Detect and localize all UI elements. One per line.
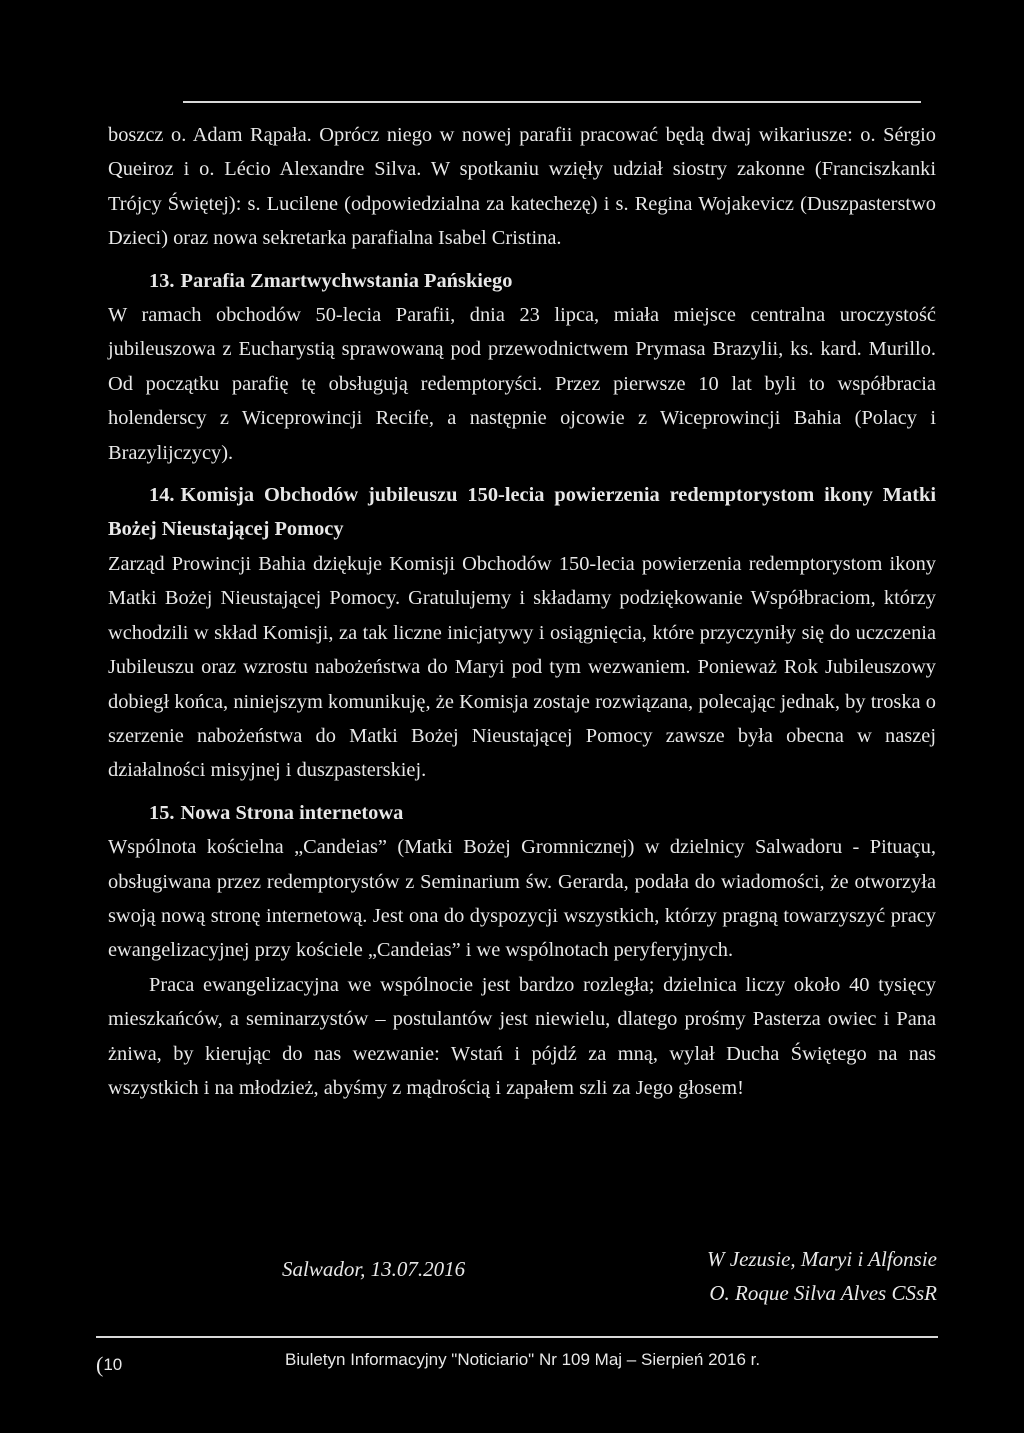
signature-closing: W Jezusie, Maryi i Alfonsie bbox=[707, 1247, 937, 1271]
section-number: 15. bbox=[149, 801, 175, 824]
signature-place-date: Salwador, 13.07.2016 bbox=[282, 1257, 466, 1281]
section-number: 14. bbox=[149, 484, 175, 507]
section-title: Nowa Strona internetowa bbox=[180, 801, 404, 824]
page-number-value: 10 bbox=[103, 1355, 123, 1374]
page-footer bbox=[96, 1348, 938, 1378]
paragraph-section-14: Zarząd Prowincji Bahia dziękuje Komisji Obchodów 150-lecia powierzenia redemptorystom ikony Matki Bożej Nieustającej Pomocy. Gratulujemy i składamy podziękowanie Współbraciom, którzy wchodzili w skład Komisji, za tak liczne inicjatywy i osiągnięcia, które przyczyniły się do uczczenia Jubileuszu oraz wzrostu nabożeństwa do Maryi pod tym wezwaniem. Ponieważ Rok Jubileuszowy dobiegł końca, niniejszym komunikuję, że Komisja zostaje rozwiązana, polecając jednak, by troska o szerzenie nabożeństwa do Matki Bożej Nieustającej Pomocy zawsze była obecna w naszej działalności misyjnej i duszpasterskiej. bbox=[108, 552, 936, 782]
section-title: Komisja Obchodów jubileuszu 150-lecia powierzenia redemptorystom ikony Matki Bożej Nieustającej Pomocy bbox=[108, 484, 936, 541]
paragraph-intro: boszcz o. Adam Rąpała. Oprócz niego w nowej parafii pracować będą dwaj wikariusze: o. Sérgio Queiroz i o. Lécio Alexandre Silva. W spotkaniu wzięły udział siostry zakonne (Franciszkanki Trójcy Świętej): s. Lucilene (odpowiedzialna za katechezę) i s. Regina Wojakevicz (Duszpasterstwo Dzieci) oraz nowa sekretarka parafialna Isabel Cristina. bbox=[108, 124, 936, 250]
section-heading-13 bbox=[108, 264, 936, 298]
section-title: Parafia Zmartwychwstania Pańskiego bbox=[180, 269, 513, 292]
page-number-bracket: ( bbox=[96, 1352, 104, 1377]
bottom-rule bbox=[96, 1336, 938, 1338]
signature-author: O. Roque Silva Alves CSsR bbox=[709, 1281, 937, 1305]
top-rule bbox=[183, 101, 921, 103]
section-number: 13. bbox=[149, 269, 175, 292]
signature-block bbox=[612, 1242, 937, 1310]
publication-title: Biuletyn Informacyjny "Noticiario" Nr 109 Maj – Sierpień 2016 r. bbox=[285, 1350, 761, 1369]
document-body bbox=[108, 118, 936, 1105]
paragraph-section-15a: Wspólnota kościelna „Candeias” (Matki Bożej Gromnicznej) w dzielnicy Salwadoru - Pituaçu, obsługiwana przez redemptorystów z Seminarium św. Gerarda, podała do wiadomości, że otworzyła swoją nową stronę internetową. Jest ona do dyspozycji wszystkich, którzy pragną towarzyszyć pracy ewangelizacyjnej przy kościele „Candeias” i we wspólnotach peryferyjnych. bbox=[108, 836, 936, 962]
section-heading-15 bbox=[108, 796, 936, 830]
paragraph-section-13: W ramach obchodów 50-lecia Parafii, dnia 23 lipca, miała miejsce centralna uroczystość jubileuszowa z Eucharystią sprawowaną pod przewodnictwem Prymasa Brazylii, ks. kard. Murillo. Od początku parafię tę obsługują redemptoryści. Przez pierwsze 10 lat byli to współbracia holenderscy z Wiceprowincji Recife, a następnie ojcowie z Wiceprowincji Bahia (Polacy i Brazylijczycy). bbox=[108, 304, 936, 464]
page-number bbox=[96, 1350, 122, 1376]
paragraph-section-15b: Praca ewangelizacyjna we wspólnocie jest bardzo rozległa; dzielnica liczy około 40 tysięcy mieszkańców, a seminarzystów – postulantów jest niewielu, dlatego prośmy Pasterza owiec i Pana żniwa, by kierując do nas wezwanie: Wstań i pójdź za mną, wylał Ducha Świętego na nas wszystkich i na młodzież, abyśmy z mądrością i zapałem szli za Jego głosem! bbox=[108, 973, 936, 1099]
section-heading-14 bbox=[108, 478, 936, 547]
